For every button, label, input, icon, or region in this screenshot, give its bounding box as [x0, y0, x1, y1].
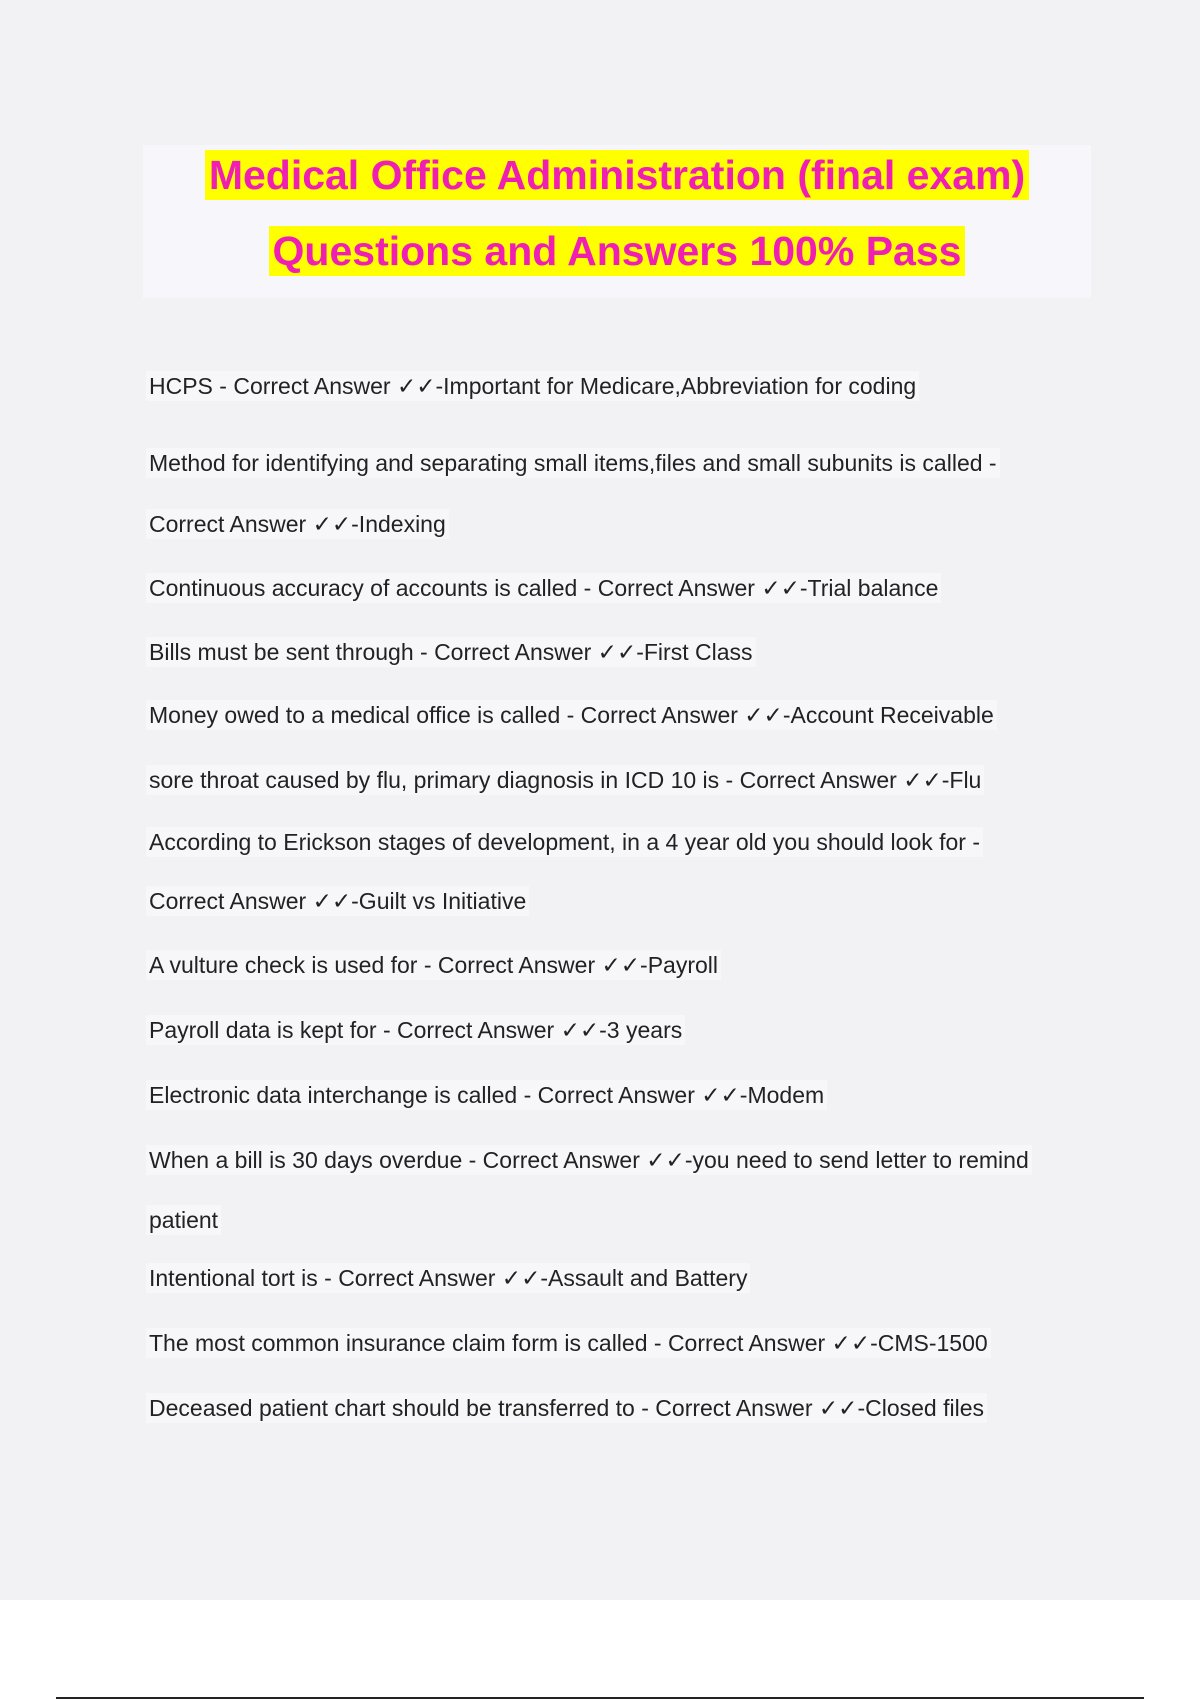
- qa-line: Continuous accuracy of accounts is called - Correct Answer ✓✓-Trial balance: [146, 574, 941, 602]
- qa-line: When a bill is 30 days overdue - Correct Answer ✓✓-you need to send letter to remind: [146, 1146, 1032, 1174]
- title-text-2: Questions and Answers 100% Pass: [269, 226, 966, 276]
- qa-line: sore throat caused by flu, primary diagnosis in ICD 10 is - Correct Answer ✓✓-Flu: [146, 766, 984, 794]
- title-text-1: Medical Office Administration (final exam): [205, 150, 1029, 200]
- qa-line: Method for identifying and separating small items,files and small subunits is called -: [146, 449, 1000, 477]
- title-line-2: [143, 228, 1091, 274]
- qa-line: A vulture check is used for - Correct Answer ✓✓-Payroll: [146, 951, 721, 979]
- qa-line: Intentional tort is - Correct Answer ✓✓-Assault and Battery: [146, 1264, 750, 1292]
- qa-line: According to Erickson stages of development, in a 4 year old you should look for -: [146, 828, 983, 856]
- qa-line: Payroll data is kept for - Correct Answer ✓✓-3 years: [146, 1016, 685, 1044]
- qa-line: Correct Answer ✓✓-Guilt vs Initiative: [146, 887, 529, 915]
- qa-line: HCPS - Correct Answer ✓✓-Important for Medicare,Abbreviation for coding: [146, 372, 919, 400]
- qa-line: Correct Answer ✓✓-Indexing: [146, 510, 449, 538]
- footer-rule: [56, 1697, 1144, 1699]
- title-line-1: [143, 152, 1091, 198]
- qa-line: Deceased patient chart should be transferred to - Correct Answer ✓✓-Closed files: [146, 1394, 987, 1422]
- qa-line: Bills must be sent through - Correct Answer ✓✓-First Class: [146, 638, 756, 666]
- qa-line: patient: [146, 1206, 221, 1234]
- qa-line: The most common insurance claim form is called - Correct Answer ✓✓-CMS-1500: [146, 1329, 991, 1357]
- title-block: [143, 145, 1091, 298]
- qa-line: Electronic data interchange is called - Correct Answer ✓✓-Modem: [146, 1081, 827, 1109]
- qa-line: Money owed to a medical office is called - Correct Answer ✓✓-Account Receivable: [146, 701, 997, 729]
